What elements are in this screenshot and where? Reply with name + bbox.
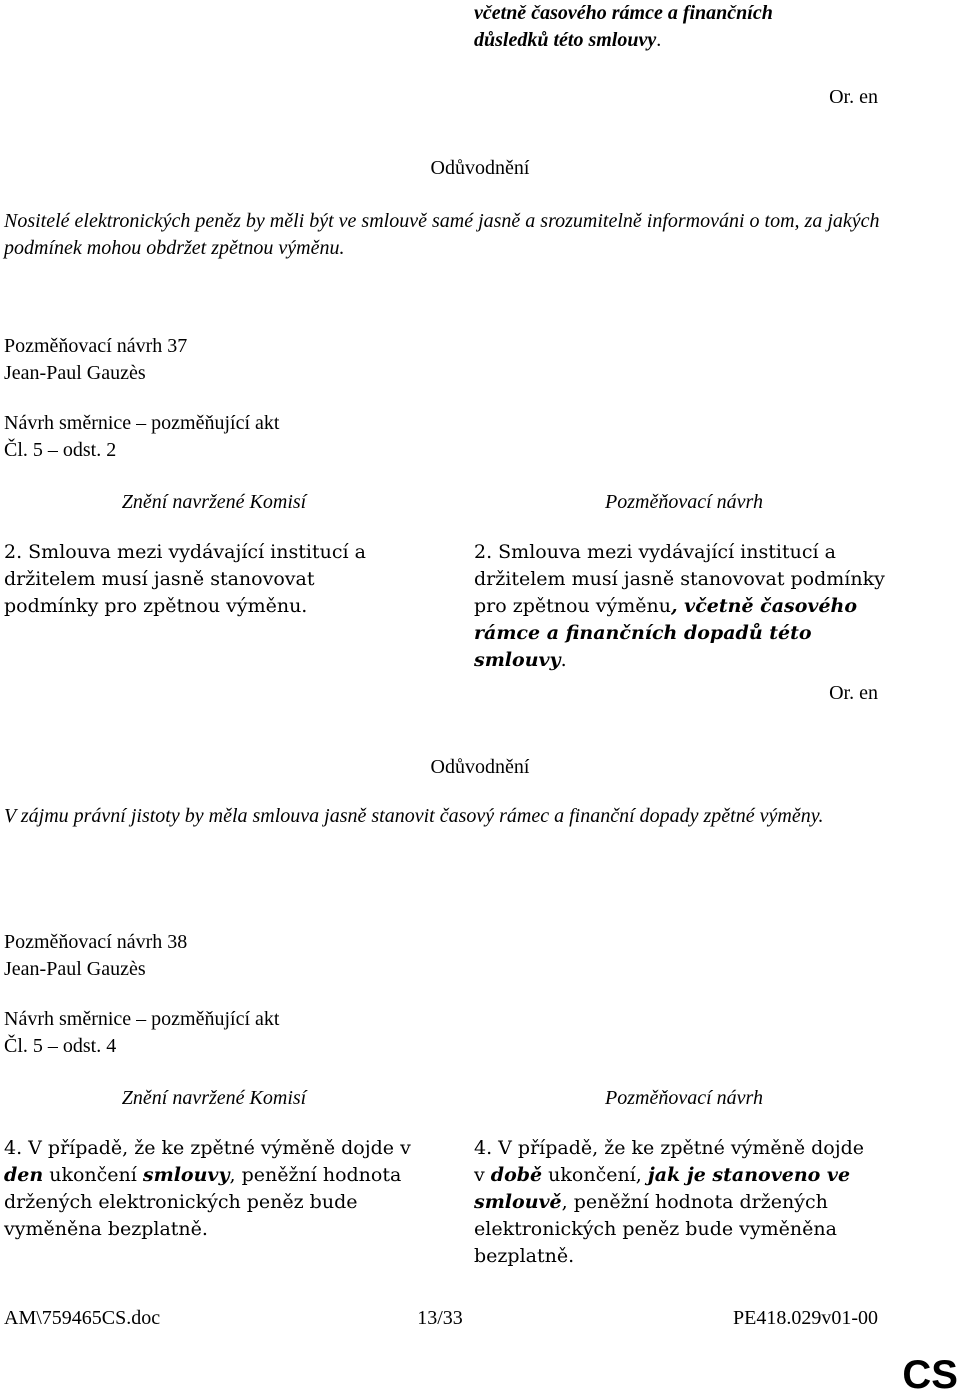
- amendment-38-title: Pozměňovací návrh 38: [4, 931, 188, 953]
- amendment-38-article: Čl. 5 – odst. 4: [4, 1035, 117, 1057]
- justification-text-2: V zájmu právní jistoty by měla smlouva jasně stanovit časový rámec a finanční dopady zpětné výměny.: [4, 805, 824, 827]
- orig-lang-1: Or. en: [829, 86, 878, 108]
- amendment-38-act: Návrh směrnice – pozměňující akt: [4, 1008, 280, 1030]
- amendment-37-left-heading: Znění navržené Komisí: [121, 491, 307, 513]
- amendment-37-act: Návrh směrnice – pozměňující akt: [4, 412, 280, 434]
- top-fragment: [474, 0, 914, 54]
- top-fragment-line1: včetně časového rámce a finančních: [474, 2, 773, 24]
- amendment-37-article: Čl. 5 – odst. 2: [4, 439, 117, 461]
- amendment-38-right-part-2: době: [490, 1164, 543, 1186]
- orig-lang-2: Or. en: [829, 682, 878, 704]
- amendment-38-left-part-3: ukončení: [43, 1164, 143, 1186]
- footer-doc-id: AM\759465CS.doc: [4, 1307, 161, 1329]
- amendment-38-left-part-4: smlouvy: [142, 1164, 230, 1186]
- amendment-37-right-plain: 2. Smlouva mezi vydávající institucí a držitelem musí jasně stanovovat podmínky pro zpětnou výměnu: [474, 541, 885, 617]
- amendment-37-right-heading: Pozměňovací návrh: [605, 491, 763, 513]
- amendment-38-left-part-1: 4. V případě, že ke zpětné výměně dojde v: [4, 1137, 411, 1159]
- amendment-38-right-heading: Pozměňovací návrh: [605, 1087, 763, 1109]
- amendment-38-left-heading: Znění navržené Komisí: [121, 1087, 307, 1109]
- top-fragment-line2-tail: .: [656, 29, 662, 51]
- justification-heading-1: Odůvodnění: [430, 157, 530, 179]
- amendment-38-left-part-2: den: [4, 1164, 44, 1186]
- language-code: CS: [902, 1353, 958, 1397]
- amendment-38-left-part-5: , peněžní hodnota držených elektronických peněz bude vyměněna bezplatně.: [4, 1164, 402, 1240]
- justification-heading-2: Odůvodnění: [430, 756, 530, 778]
- amendment-37-right-bold: , včetně časového rámce a finančních dopadů této smlouvy: [474, 595, 858, 671]
- amendment-37-title: Pozměňovací návrh 37: [4, 335, 188, 357]
- amendment-37-left-text: 2. Smlouva mezi vydávající institucí a držitelem musí jasně stanovovat podmínky pro zpětnou výměnu.: [4, 541, 366, 617]
- amendment-37-author: Jean-Paul Gauzès: [4, 362, 146, 384]
- amendment-38-left-text: [4, 1135, 414, 1243]
- amendment-37-right-text: [474, 539, 894, 674]
- footer-pe-number: PE418.029v01-00: [733, 1307, 878, 1329]
- amendment-38-right-part-5: , peněžní hodnota držených elektronických peněz bude vyměněna bezplatně.: [474, 1191, 837, 1267]
- amendment-38-right-part-1: 4. V případě, že ke zpětné výměně dojde v: [474, 1137, 865, 1186]
- amendment-38-author: Jean-Paul Gauzès: [4, 958, 146, 980]
- footer-page-number: 13/33: [417, 1307, 463, 1329]
- justification-text-1: Nositelé elektronických peněz by měli být ve smlouvě samé jasně a srozumitelně informováni o tom, za jakých podmínek mohou obdržet zpětnou výměnu.: [4, 210, 880, 259]
- amendment-38-right-part-3: ukončení,: [542, 1164, 648, 1186]
- amendment-37-right-end: .: [560, 649, 567, 671]
- amendment-38-right-text: [474, 1135, 874, 1270]
- top-fragment-line2: důsledků této smlouvy: [474, 29, 657, 51]
- amendment-38-right-part-4: jak je stanoveno ve smlouvě: [474, 1164, 851, 1213]
